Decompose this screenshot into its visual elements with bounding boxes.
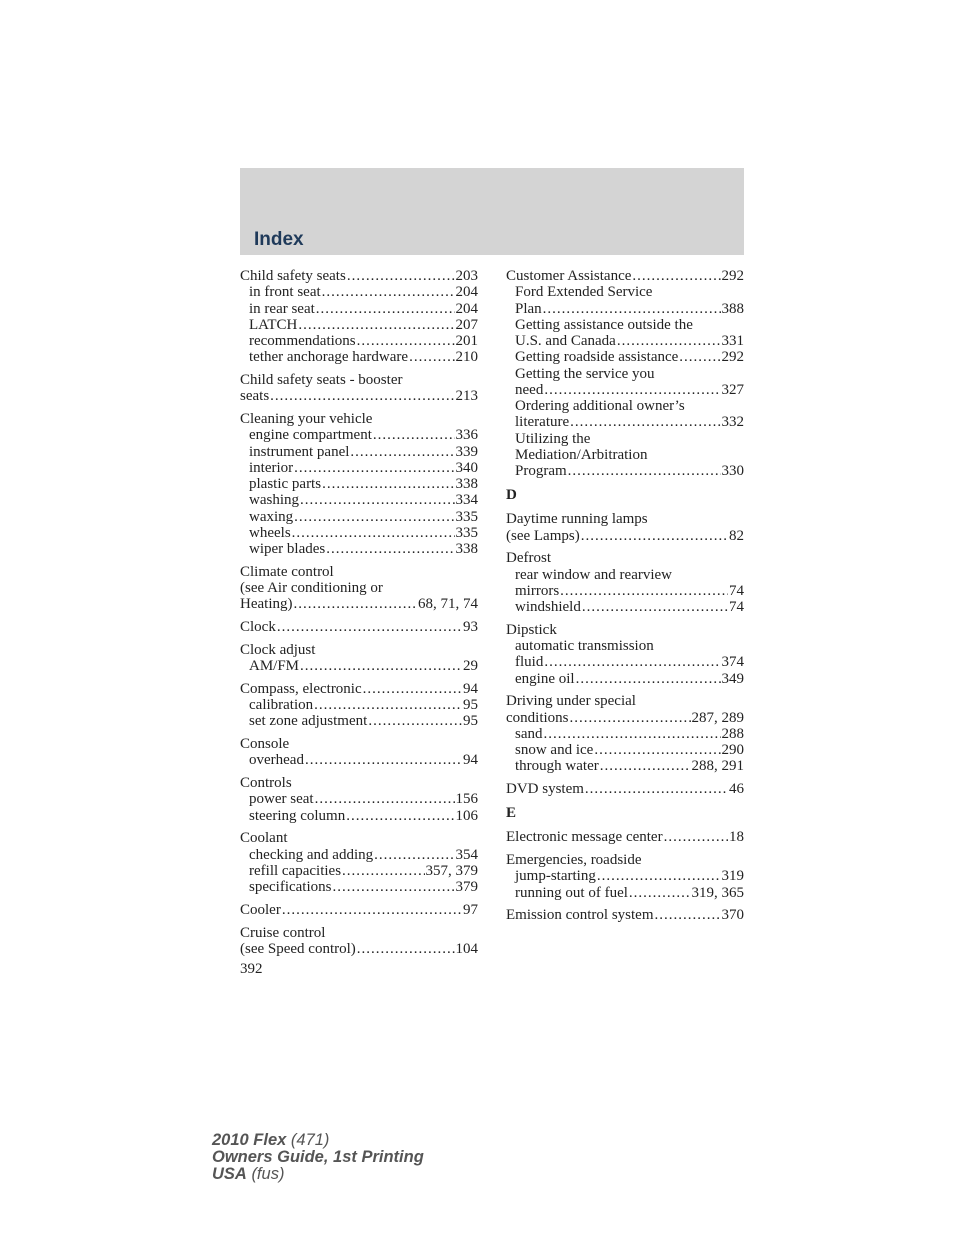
- entry-term: Clock: [240, 619, 276, 635]
- index-subentry: [240, 492, 478, 508]
- dot-leader: [298, 317, 454, 333]
- dot-leader: [282, 902, 462, 918]
- entry-page-ref: 94: [463, 680, 478, 697]
- entry-term: Electronic message center: [506, 829, 663, 846]
- entry-term: snow and ice: [515, 742, 594, 758]
- dot-leader: [655, 907, 721, 923]
- entry-page-ref: 349: [721, 670, 744, 687]
- entry-page-ref: 334: [455, 492, 478, 509]
- entry-term: fluid: [515, 654, 544, 671]
- dot-leader: [300, 492, 455, 508]
- dot-leader: [617, 333, 721, 349]
- dot-leader: [294, 509, 454, 525]
- entry-term: wiper blades: [249, 541, 326, 557]
- index-subentry: [240, 444, 478, 460]
- index-entry: [506, 550, 744, 566]
- index-subentry: [506, 284, 744, 300]
- entry-page-ref: 319, 365: [691, 884, 744, 901]
- dot-leader: [322, 476, 454, 492]
- entry-term: need: [515, 381, 544, 398]
- entry-page-ref: 379: [455, 879, 478, 895]
- dot-leader: [305, 752, 462, 768]
- dot-leader: [368, 713, 462, 729]
- index-subentry: [506, 567, 744, 583]
- dot-leader: [314, 697, 462, 713]
- entry-term: engine oil: [515, 670, 575, 687]
- footer-market-code: (fus): [251, 1165, 285, 1183]
- entry-page-ref: 336: [455, 427, 478, 444]
- entry-term: (see Air conditioning or: [240, 580, 383, 596]
- index-subentry: [506, 431, 744, 447]
- entry-term: Getting roadside assistance: [515, 349, 679, 366]
- index-subentry: [240, 476, 478, 492]
- index-subentry: [506, 349, 744, 365]
- footer-line-guide: [212, 1149, 424, 1166]
- entry-term: engine compartment: [249, 427, 372, 444]
- index-subentry: [240, 284, 478, 300]
- entry-page-ref: 106: [455, 807, 478, 824]
- dot-leader: [664, 829, 728, 845]
- dot-leader: [585, 781, 728, 797]
- dot-leader: [315, 791, 455, 807]
- dot-leader: [581, 528, 728, 544]
- footer-market: USA: [212, 1165, 247, 1183]
- dot-leader: [292, 525, 455, 541]
- dot-leader: [357, 941, 455, 957]
- entry-term: DVD system: [506, 781, 584, 797]
- entry-term: Utilizing the: [515, 430, 591, 447]
- entry-term: waxing: [249, 508, 294, 525]
- index-header-band: [240, 168, 744, 255]
- entry-page-ref: 327: [721, 381, 744, 398]
- index-entry: [506, 511, 744, 527]
- dot-leader: [374, 847, 454, 863]
- index-subentry: [240, 525, 478, 541]
- dot-leader: [332, 879, 454, 895]
- entry-page-ref: 357, 379: [425, 862, 478, 879]
- entry-page-ref: 340: [455, 459, 478, 476]
- entry-page-ref: 46: [729, 781, 744, 797]
- entry-page-ref: 201: [455, 333, 478, 349]
- index-entry: [506, 907, 744, 923]
- dot-leader: [270, 388, 454, 404]
- entry-term: calibration: [249, 697, 314, 713]
- entry-term: seats: [240, 388, 270, 405]
- entry-term: Clock adjust: [240, 641, 316, 658]
- entry-page-ref: 335: [455, 524, 478, 541]
- entry-term: Heating): [240, 596, 293, 613]
- entry-term: wheels: [249, 524, 291, 541]
- entry-term: (see Speed control): [240, 940, 356, 957]
- entry-term: checking and adding: [249, 846, 374, 863]
- footer-model: 2010 Flex: [212, 1131, 287, 1149]
- entry-term: overhead: [249, 752, 304, 769]
- entry-page-ref: 331: [721, 333, 744, 349]
- dot-leader: [293, 596, 417, 612]
- dot-leader: [543, 301, 721, 317]
- index-subentry: [506, 333, 744, 349]
- footer-print-info: [212, 1132, 424, 1183]
- index-entry: [506, 622, 744, 638]
- entry-term: Emergencies, roadside: [506, 852, 642, 868]
- dot-leader: [544, 726, 721, 742]
- page-title: Index: [254, 229, 304, 250]
- entry-term: Program: [515, 463, 567, 479]
- index-subentry: [506, 414, 744, 430]
- entry-term: interior: [249, 459, 294, 476]
- dot-leader: [544, 654, 720, 670]
- page-number: 392: [240, 961, 263, 977]
- entry-page-ref: 292: [721, 268, 744, 284]
- dot-leader: [347, 268, 455, 284]
- index-entry: [240, 830, 478, 846]
- entry-term: mirrors: [515, 582, 560, 599]
- index-subentry: [240, 317, 478, 333]
- entry-term: Plan: [515, 300, 542, 317]
- entry-page-ref: 156: [455, 791, 478, 808]
- dot-leader: [350, 444, 454, 460]
- entry-page-ref: 213: [455, 388, 478, 405]
- dot-leader: [326, 541, 454, 557]
- dot-leader: [544, 382, 720, 398]
- entry-page-ref: 93: [463, 619, 478, 635]
- footer-line-model: [212, 1132, 424, 1149]
- index-entry: [240, 642, 478, 658]
- index-subentry: [240, 752, 478, 768]
- entry-term: conditions: [506, 709, 569, 726]
- entry-page-ref: 74: [729, 599, 744, 615]
- dot-leader: [346, 808, 454, 824]
- index-subentry: [506, 366, 744, 382]
- entry-page-ref: 330: [721, 463, 744, 479]
- entry-page-ref: 74: [729, 582, 744, 599]
- entry-page-ref: 204: [455, 284, 478, 301]
- index-entry: [506, 693, 744, 709]
- index-entry: [506, 781, 744, 797]
- dot-leader: [629, 885, 691, 901]
- entry-term: specifications: [249, 879, 332, 895]
- index-entry: [240, 388, 478, 404]
- entry-term: Defrost: [506, 550, 551, 567]
- dot-leader: [357, 333, 455, 349]
- index-subentry: [506, 868, 744, 884]
- index-entry: [240, 596, 478, 612]
- entry-term: in front seat: [249, 284, 321, 301]
- dot-leader: [582, 599, 728, 615]
- entry-term: refill capacities: [249, 862, 342, 879]
- entry-page-ref: 68, 71, 74: [418, 596, 478, 613]
- entry-page-ref: 204: [455, 300, 478, 317]
- entry-term: Ford Extended Service: [515, 284, 653, 301]
- entry-page-ref: 335: [455, 508, 478, 525]
- dot-leader: [560, 583, 728, 599]
- entry-term: U.S. and Canada: [515, 333, 616, 349]
- index-entry: [240, 681, 478, 697]
- index-subentry: [506, 742, 744, 758]
- index-entry: [240, 619, 478, 635]
- entry-term: windshield: [515, 599, 581, 615]
- index-subentry: [506, 885, 744, 901]
- entry-term: Child safety seats: [240, 268, 346, 284]
- entry-page-ref: 210: [455, 349, 478, 366]
- index-subentry: [506, 726, 744, 742]
- dot-leader: [342, 863, 424, 879]
- entry-page-ref: 354: [455, 846, 478, 863]
- entry-page-ref: 388: [721, 300, 744, 317]
- entry-page-ref: 95: [463, 713, 478, 730]
- index-subentry: [240, 301, 478, 317]
- footer-guide: Owners Guide, 1st Printing: [212, 1148, 424, 1166]
- dot-leader: [322, 284, 455, 300]
- index-subentry: [506, 447, 744, 463]
- entry-term: sand: [515, 725, 543, 742]
- index-subentry: [506, 398, 744, 414]
- entry-term: Coolant: [240, 830, 288, 847]
- entry-page-ref: 18: [729, 829, 744, 846]
- index-subentry: [240, 808, 478, 824]
- index-column-right: [506, 268, 744, 924]
- index-subentry: [506, 317, 744, 333]
- entry-term: (see Lamps): [506, 527, 580, 544]
- index-subentry: [506, 599, 744, 615]
- footer-model-code: (471): [290, 1131, 330, 1149]
- entry-term: washing: [249, 492, 299, 509]
- entry-term: Dipstick: [506, 621, 557, 638]
- entry-term: tether anchorage hardware: [249, 349, 409, 366]
- dot-leader: [597, 868, 721, 884]
- dot-leader: [300, 658, 462, 674]
- index-subentry: [240, 427, 478, 443]
- entry-term: instrument panel: [249, 443, 350, 460]
- dot-leader: [570, 710, 691, 726]
- entry-term: Driving under special: [506, 693, 636, 710]
- index-entry: [240, 925, 478, 941]
- entry-term: LATCH: [249, 316, 298, 333]
- entry-page-ref: 338: [455, 541, 478, 557]
- footer-line-market: [212, 1166, 424, 1183]
- entry-page-ref: 203: [455, 268, 478, 284]
- entry-page-ref: 374: [721, 654, 744, 671]
- entry-term: Cooler: [240, 901, 281, 918]
- entry-term: Ordering additional owner’s: [515, 398, 685, 414]
- index-entry: [240, 564, 478, 580]
- index-subentry: [240, 541, 478, 557]
- index-entry: [240, 580, 478, 596]
- index-entry: [506, 528, 744, 544]
- index-subentry: [506, 463, 744, 479]
- entry-term: Getting assistance outside the: [515, 316, 693, 333]
- dot-leader: [600, 758, 691, 774]
- entry-page-ref: 290: [721, 742, 744, 758]
- entry-term: rear window and rearview: [515, 566, 673, 583]
- entry-page-ref: 95: [463, 697, 478, 713]
- index-subentry: [240, 713, 478, 729]
- index-entry: [240, 268, 478, 284]
- index-subentry: [240, 697, 478, 713]
- index-subentry: [240, 847, 478, 863]
- dot-leader: [316, 301, 455, 317]
- dot-leader: [363, 681, 462, 697]
- index-entry: [240, 902, 478, 918]
- entry-page-ref: 288, 291: [691, 758, 744, 775]
- entry-page-ref: 288: [721, 725, 744, 742]
- entry-term: Getting the service you: [515, 365, 655, 382]
- dot-leader: [594, 742, 720, 758]
- index-entry: [240, 775, 478, 791]
- entry-page-ref: 338: [455, 476, 478, 492]
- entry-term: jump-starting: [515, 868, 596, 885]
- index-entry: [506, 852, 744, 868]
- entry-page-ref: 339: [455, 443, 478, 460]
- entry-term: running out of fuel: [515, 884, 628, 901]
- entry-term: Console: [240, 736, 290, 752]
- entry-page-ref: 97: [463, 901, 478, 918]
- entry-page-ref: 82: [729, 527, 744, 544]
- entry-term: Cleaning your vehicle: [240, 411, 373, 427]
- index-subentry: [506, 583, 744, 599]
- dot-leader: [568, 463, 721, 479]
- dot-leader: [679, 349, 720, 365]
- entry-page-ref: 207: [455, 316, 478, 333]
- index-entry: [240, 411, 478, 427]
- dot-leader: [277, 619, 462, 635]
- index-entry: [240, 372, 478, 388]
- index-subentry: [506, 382, 744, 398]
- index-subentry: [506, 654, 744, 670]
- dot-leader: [570, 414, 720, 430]
- index-entry: [506, 268, 744, 284]
- index-subentry: [506, 758, 744, 774]
- index-subentry: [240, 349, 478, 365]
- dot-leader: [576, 671, 721, 687]
- entry-page-ref: 29: [463, 658, 478, 674]
- entry-term: Emission control system: [506, 907, 654, 924]
- index-subentry: [506, 301, 744, 317]
- entry-term: steering column: [249, 807, 346, 824]
- entry-page-ref: 332: [721, 414, 744, 431]
- index-subentry: [240, 333, 478, 349]
- entry-page-ref: 292: [721, 349, 744, 366]
- entry-page-ref: 287, 289: [691, 709, 744, 726]
- section-letter-heading: D: [506, 487, 517, 504]
- entry-term: through water: [515, 758, 599, 775]
- entry-term: Compass, electronic: [240, 680, 362, 697]
- entry-term: AM/FM: [249, 658, 300, 674]
- entry-term: Child safety seats - booster: [240, 372, 403, 388]
- entry-term: Cruise control: [240, 924, 326, 941]
- index-subentry: [506, 638, 744, 654]
- entry-term: in rear seat: [249, 300, 315, 317]
- entry-term: recommendations: [249, 333, 356, 349]
- index-subentry: [240, 879, 478, 895]
- index-subentry: [240, 509, 478, 525]
- index-subentry: [240, 460, 478, 476]
- entry-term: Climate control: [240, 563, 334, 580]
- dot-leader: [373, 427, 455, 443]
- dot-leader: [632, 268, 720, 284]
- entry-term: Controls: [240, 775, 292, 791]
- entry-page-ref: 319: [721, 868, 744, 885]
- index-subentry: [506, 671, 744, 687]
- index-subentry: [240, 791, 478, 807]
- index-entry: [240, 736, 478, 752]
- section-letter-heading: E: [506, 805, 517, 822]
- index-subentry: [240, 863, 478, 879]
- index-entry: [240, 941, 478, 957]
- entry-page-ref: 104: [455, 940, 478, 957]
- index-column-left: [240, 268, 478, 957]
- index-entry: [506, 710, 744, 726]
- entry-term: set zone adjustment: [249, 713, 368, 730]
- entry-term: Daytime running lamps: [506, 511, 648, 528]
- index-subentry: [240, 658, 478, 674]
- entry-page-ref: 370: [721, 907, 744, 924]
- entry-page-ref: 94: [463, 752, 478, 769]
- entry-term: plastic parts: [249, 476, 322, 492]
- index-entry: [506, 829, 744, 845]
- entry-term: power seat: [249, 791, 314, 808]
- entry-term: automatic transmission: [515, 638, 654, 654]
- entry-term: Mediation/Arbitration: [515, 446, 648, 463]
- dot-leader: [409, 349, 454, 365]
- entry-term: Customer Assistance: [506, 268, 632, 284]
- entry-term: literature: [515, 414, 570, 431]
- dot-leader: [294, 460, 454, 476]
